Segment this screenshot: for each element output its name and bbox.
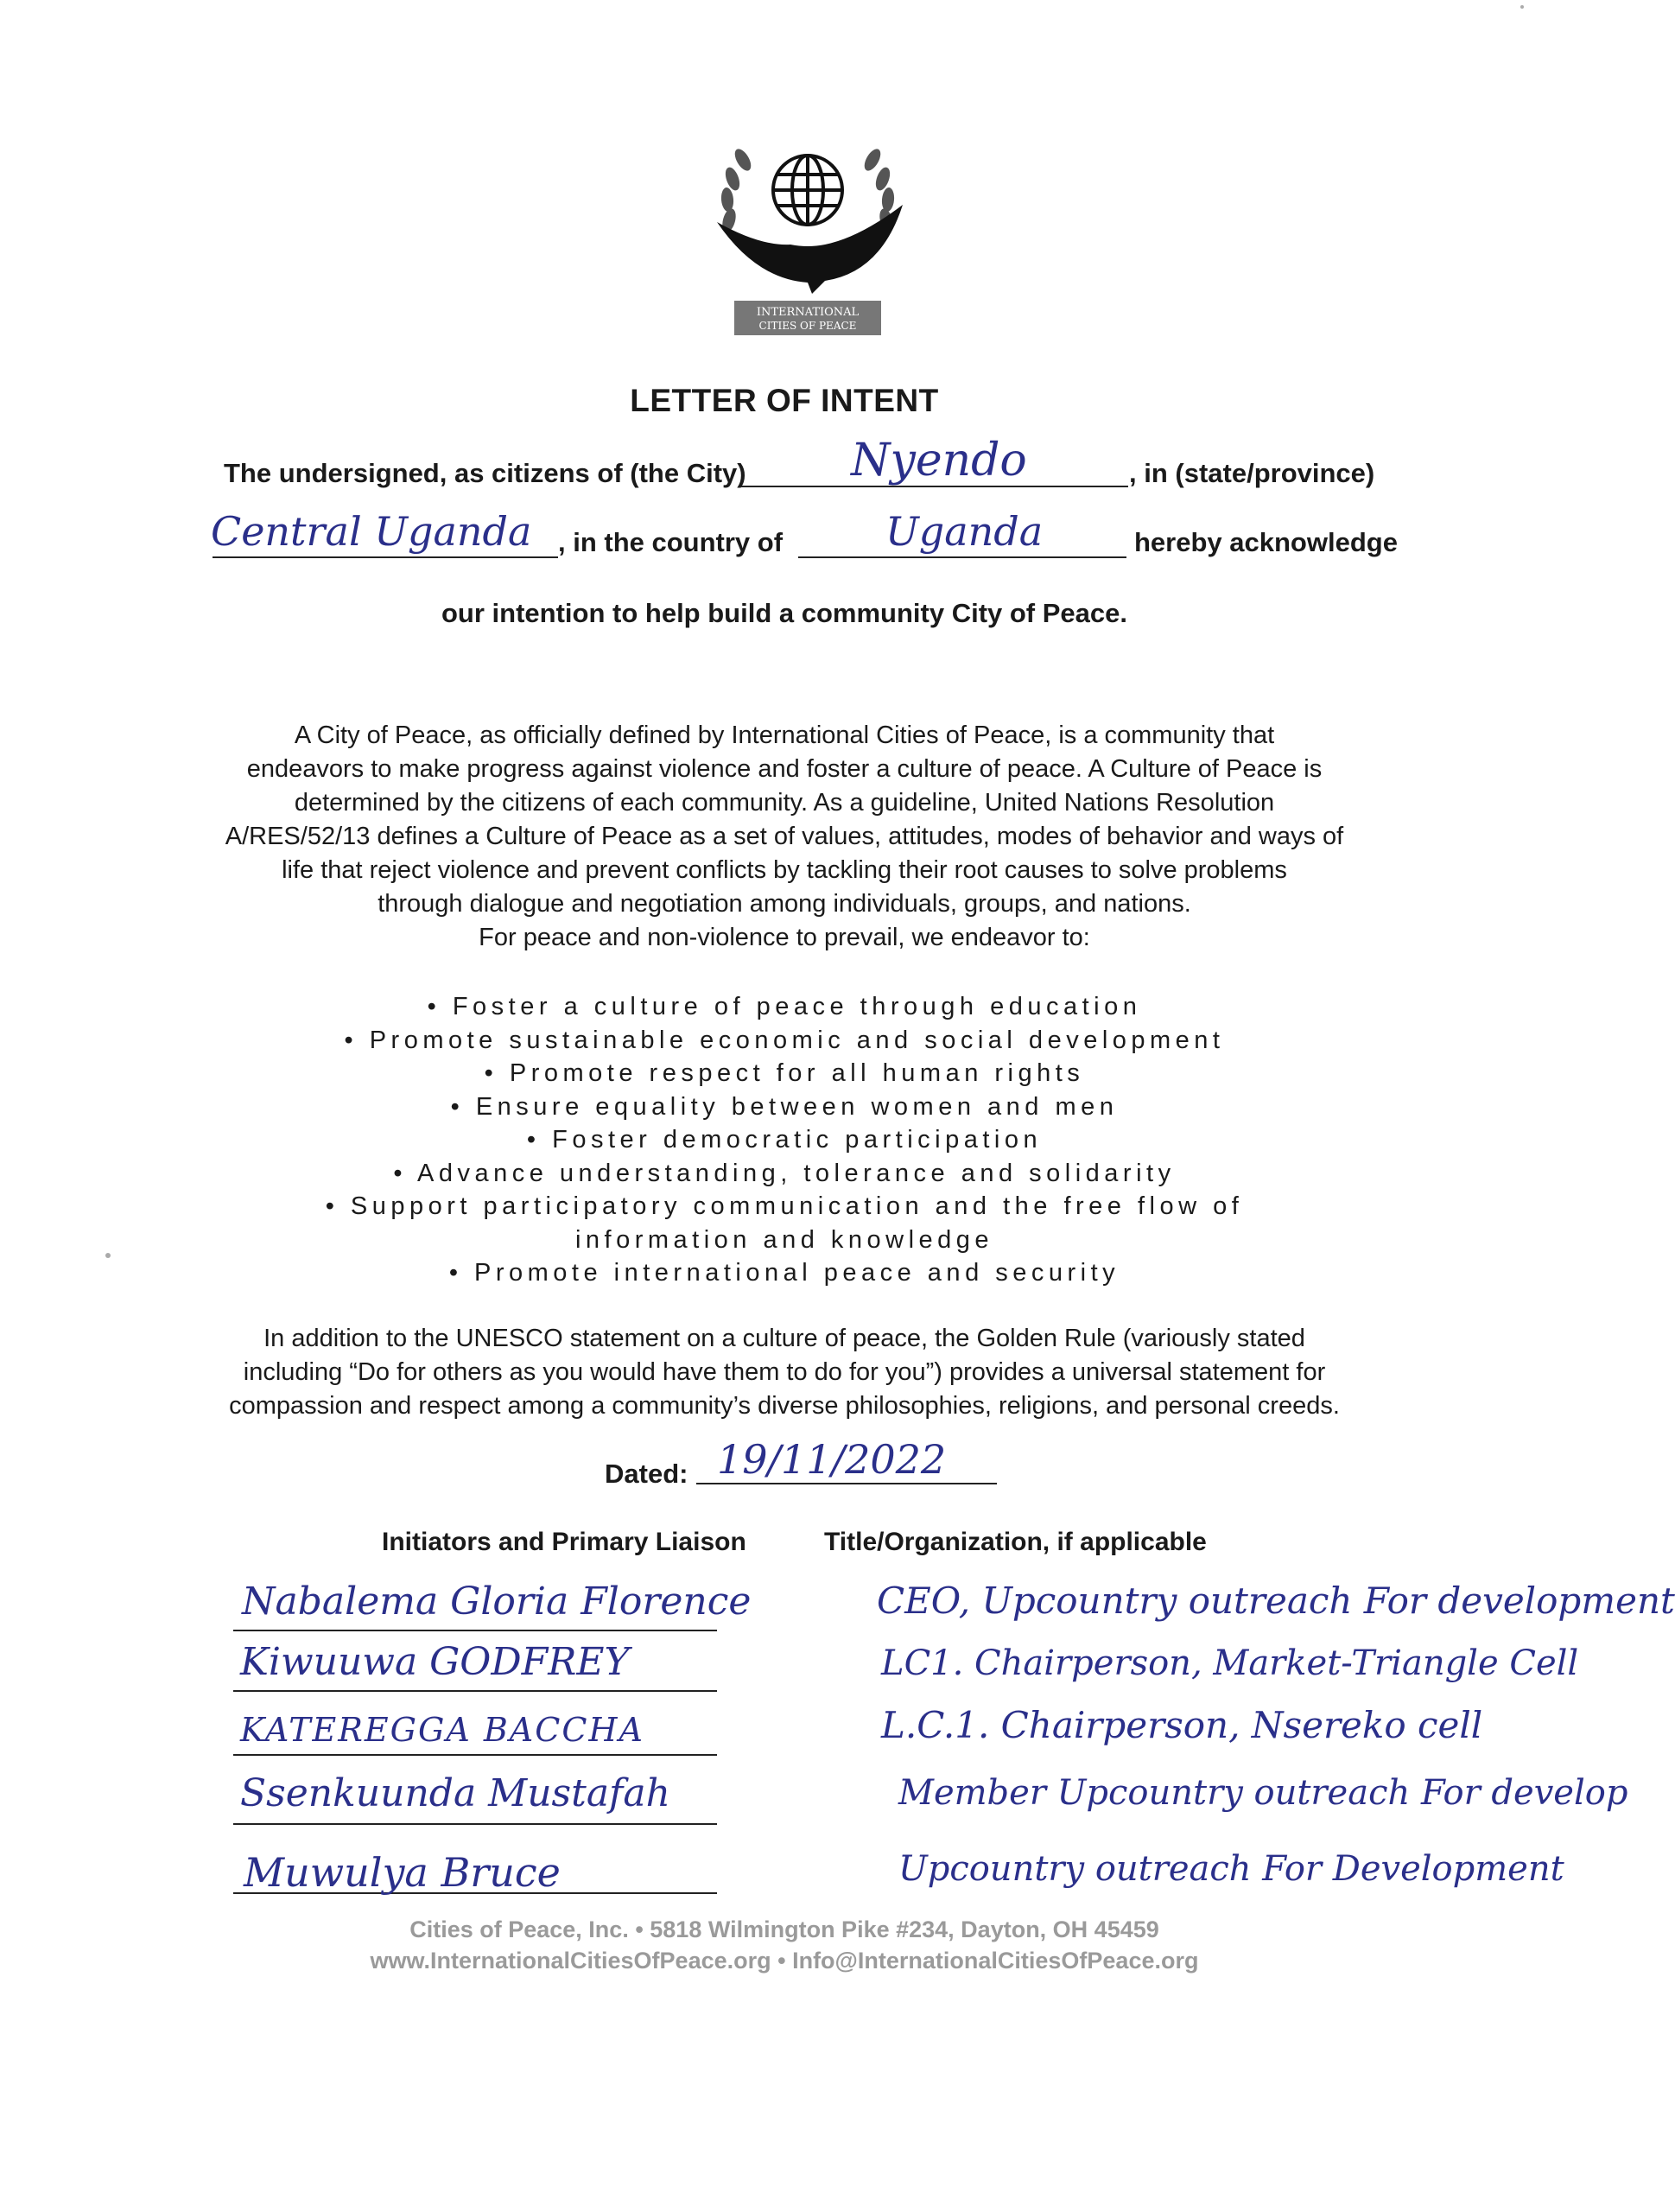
initiators-heading: Initiators and Primary Liaison: [382, 1528, 746, 1556]
country-blank: [798, 555, 1126, 558]
closing-line: compassion and respect among a community’s diverse philosophies, religions, and personal creeds.: [229, 1392, 1340, 1420]
signatory-name: Nabalema Gloria Florence: [242, 1580, 752, 1624]
scan-speck: [1520, 5, 1524, 9]
list-item: • Advance understanding, tolerance and solidarity: [393, 1159, 1176, 1187]
signatory-name: Kiwuuwa GODFREY: [240, 1640, 630, 1684]
signature-line: [233, 1754, 717, 1756]
signature-line: [233, 1690, 717, 1692]
list-item: • Ensure equality between women and men: [450, 1092, 1119, 1121]
city-value: Nyendo: [851, 435, 1027, 486]
scan-speck: [105, 1253, 111, 1258]
signature-line: [233, 1823, 717, 1825]
dated-blank: [696, 1483, 997, 1484]
dated-label: Dated:: [605, 1459, 688, 1489]
body-line: through dialogue and negotiation among individuals, groups, and nations.: [378, 890, 1191, 918]
closing-line: including “Do for others as you would have them to do for you”) provides a universal statement for: [243, 1358, 1326, 1386]
list-item: • Promote respect for all human rights: [484, 1059, 1085, 1087]
body-line: endeavors to make progress against violence and foster a culture of peace. A Culture of Peace is: [246, 755, 1323, 783]
signatory-title: LC1. Chairperson, Market-Triangle Cell: [881, 1643, 1579, 1683]
closing-line: In addition to the UNESCO statement on a culture of peace, the Golden Rule (variously stated: [263, 1325, 1305, 1352]
body-line: For peace and non-violence to prevail, we endeavor to:: [479, 924, 1090, 951]
intent-line2-middle: , in the country of: [558, 527, 784, 557]
signatory-name: KATEREGGA BACCHA: [240, 1711, 644, 1749]
globe-icon: [773, 156, 842, 225]
body-line: A City of Peace, as officially defined by International Cities of Peace, is a community that: [294, 721, 1275, 749]
intent-line2-suffix: hereby acknowledge: [1134, 527, 1398, 557]
state-blank: [213, 555, 558, 558]
page-title: LETTER OF INTENT: [630, 383, 939, 418]
signatory-title: CEO, Upcountry outreach For development: [877, 1580, 1675, 1622]
signatory-name: Ssenkuunda Mustafah: [240, 1771, 670, 1815]
list-item: • Foster democratic participation: [526, 1126, 1043, 1154]
intent-line3: our intention to help build a community City of Peace.: [441, 598, 1127, 628]
body-line: determined by the citizens of each community. As a guideline, United Nations Resolution: [294, 789, 1275, 817]
footer-address: Cities of Peace, Inc. • 5818 Wilmington Pike #234, Dayton, OH 45459: [409, 1916, 1159, 1942]
body-line: life that reject violence and prevent conflicts by tackling their root causes to solve problems: [282, 856, 1287, 884]
body-paragraph: [173, 719, 1396, 955]
title-org-heading: Title/Organization, if applicable: [824, 1528, 1207, 1556]
list-item: information and knowledge: [574, 1225, 994, 1254]
body-line: A/RES/52/13 defines a Culture of Peace as a set of values, attitudes, modes of behavior and ways of: [225, 823, 1344, 850]
dove-icon: [717, 205, 903, 294]
svg-text:CITIES OF PEACE: CITIES OF PEACE: [758, 320, 857, 332]
signatory-title: Upcountry outreach For Development: [898, 1849, 1564, 1889]
endeavor-list: [207, 990, 1361, 1290]
intent-line1-suffix: , in (state/province): [1129, 458, 1375, 488]
dated-value: 19/11/2022: [717, 1436, 947, 1483]
closing-paragraph: [155, 1322, 1413, 1423]
intent-line1-prefix: The undersigned, as citizens of (the City): [224, 458, 746, 488]
state-value: Central Uganda: [211, 508, 532, 555]
cities-of-peace-logo: [708, 143, 907, 337]
list-item: • Promote sustainable economic and social development: [344, 1026, 1225, 1054]
list-item: • Promote international peace and security: [448, 1259, 1120, 1287]
footer-links: www.InternationalCitiesOfPeace.org • Info@InternationalCitiesOfPeace.org: [370, 1948, 1199, 1974]
signatory-title: L.C.1. Chairperson, Nsereko cell: [881, 1704, 1483, 1746]
country-value: Uganda: [885, 508, 1044, 555]
list-item: • Support participatory communication and the free flow of: [325, 1192, 1244, 1220]
signature-line: [233, 1630, 717, 1631]
signatory-name: Muwulya Bruce: [244, 1849, 561, 1896]
signatory-title: Member Upcountry outreach For develop: [898, 1773, 1628, 1813]
logo-graphic: [708, 143, 907, 337]
svg-text:INTERNATIONAL: INTERNATIONAL: [756, 306, 860, 319]
list-item: • Foster a culture of peace through education: [427, 993, 1142, 1020]
